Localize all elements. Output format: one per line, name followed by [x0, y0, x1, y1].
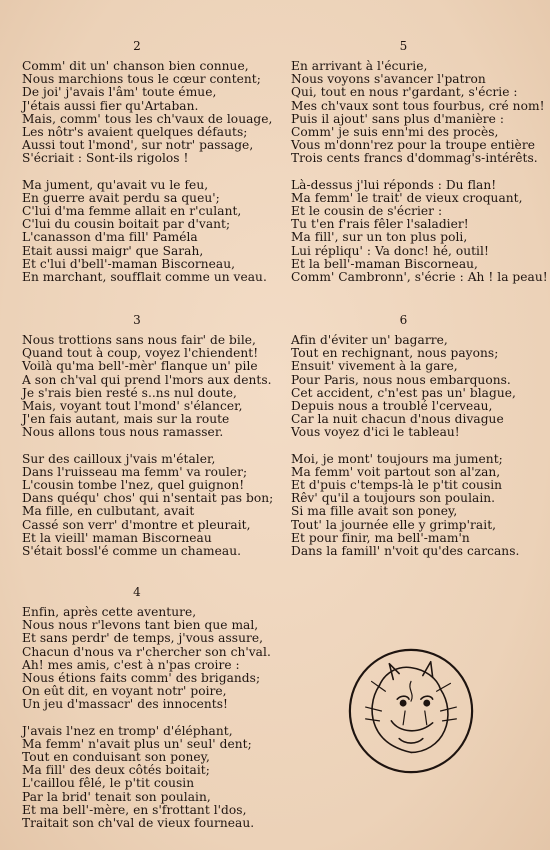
verse-line: Ma fill', sur un ton plus poli,	[291, 230, 468, 245]
verse-line: En marchant, soufflait comme un veau.	[22, 270, 267, 285]
verse-line: Afin d'éviter un' bagarre,	[291, 333, 448, 347]
verse-line: C'lui du cousin boitait par d'vant;	[22, 217, 231, 232]
verse-line: L'cousin tombe l'nez, quel guignon!	[22, 478, 245, 493]
verse-line: Un jeu d'massacr' des innocents!	[22, 697, 228, 712]
stanza	[291, 334, 541, 440]
verse-line: Trois cents francs d'dommag's-intérêts.	[291, 151, 538, 166]
verse-line: J'avais l'nez en tromp' d'éléphant,	[22, 723, 233, 738]
verse-line: Et pour finir, ma bell'-mam'n	[291, 530, 470, 545]
verse-line: Nous étions faits comm' des brigands;	[22, 671, 261, 686]
verse-line: Depuis nous a troublé l'cerveau,	[291, 399, 493, 414]
verse-line: On eût dit, en voyant notr' poire,	[22, 684, 227, 699]
verse-line: C'lui d'ma femme allait en r'culant,	[22, 204, 242, 219]
verse-line: Tu t'en f'rais fêler l'saladier!	[291, 217, 469, 232]
verse-line: De joi' j'avais l'âm' toute émue,	[22, 85, 217, 100]
verse-line: Moi, je mont' toujours ma jument;	[291, 451, 503, 466]
verse-line: Ma femm' le trait' de vieux croquant,	[291, 190, 523, 205]
verse-line: Nous nous r'levons tant bien que mal,	[22, 618, 259, 633]
verse-line: Dans l'ruisseau ma femm' va rouler;	[22, 464, 248, 479]
verse-line: Et la vieill' maman Biscorneau	[22, 530, 212, 545]
verse-line: Et ma bell'-mère, en s'frottant l'dos,	[22, 802, 247, 817]
verse-line: Comm' dit un' chanson bien connue,	[22, 59, 249, 73]
verse-line: Ma femm' n'avait plus un' seul' dent;	[22, 736, 252, 751]
verse-line: J'étais aussi fier qu'Artaban.	[22, 98, 199, 113]
verse-line: Mais, voyant tout l'mond' s'élancer,	[22, 399, 243, 414]
verse-line: Nous trottions sans nous fair' de bile,	[22, 333, 256, 347]
verse-line: Et sans perdr' de temps, j'vous assure,	[22, 631, 264, 646]
verse-line: Et d'puis c'temps-là le p'tit cousin	[291, 478, 503, 493]
verse-line: Tout en conduisant son poney,	[22, 750, 210, 765]
verse-line: L'caillou fêlé, le p'tit cousin	[22, 776, 195, 791]
verse-line: Car la nuit chacun d'nous divague	[291, 412, 504, 427]
verse-line: A son ch'val qui prend l'mors aux dents.	[22, 372, 272, 387]
verse-line: Cassé son verr' d'montre et pleurait,	[22, 517, 251, 532]
verse-line: Puis il ajout' sans plus d'manière :	[291, 111, 505, 126]
verse-number: 4	[133, 585, 141, 599]
verse-line: Vous m'donn'rez pour la troupe entière	[291, 138, 535, 153]
horse-head-vignette-icon	[342, 642, 480, 780]
verse-line: Nous voyons s'avancer l'patron	[291, 72, 486, 87]
verse-6	[291, 314, 541, 558]
verse-5	[291, 39, 548, 285]
verse-line: Chacun d'nous va r'chercher son ch'val.	[22, 644, 271, 659]
verse-line: Voilà qu'ma bell'-mèr' flanque un' pile	[22, 359, 258, 374]
verse-line: Et le cousin de s'écrier :	[291, 204, 443, 219]
verse-line: Enfin, après cette aventure,	[22, 605, 197, 619]
verse-2	[22, 40, 280, 284]
verse-line: Pour Paris, nous nous embarquons.	[291, 372, 511, 387]
verse-line: Etait aussi maigr' que Sarah,	[22, 243, 204, 258]
verse-line: L'canasson d'ma fill' Paméla	[22, 230, 198, 245]
verse-line: S'était bossl'é comme un chameau.	[22, 544, 242, 559]
verse-line: Ma fill' des deux côtés boitait;	[22, 763, 210, 778]
verse-line: Nous allons tous nous ramasser.	[22, 425, 224, 440]
verse-line: En guerre avait perdu sa queu';	[22, 190, 220, 205]
stanza	[22, 453, 280, 559]
verse-line: En arrivant à l'écurie,	[291, 59, 428, 73]
verse-line: Lui répliqu' : Va donc! hé, outil!	[291, 243, 489, 258]
verse-line: Ah! mes amis, c'est à n'pas croire :	[22, 657, 240, 672]
verse-line: Aussi tout l'mond', sur notr' passage,	[22, 138, 254, 153]
verse-line: Tout' la journée elle y grimp'rait,	[291, 517, 497, 532]
stanza	[291, 177, 548, 285]
verse-line: Mes ch'vaux sont tous fourbus, cré nom!	[291, 98, 545, 113]
verse-line: Je s'rais bien resté s..ns nul doute,	[22, 385, 237, 400]
verse-line: Nous marchions tous le cœur content;	[22, 72, 261, 87]
verse-line: Si ma fille avait son poney,	[291, 504, 458, 519]
verse-line: Dans quéqu' chos' qui n'sentait pas bon;	[22, 491, 274, 506]
verse-4	[22, 586, 280, 830]
stanza	[291, 59, 545, 166]
verse-number: 5	[399, 39, 408, 53]
verse-line: Traitait son ch'val de vieux fourneau.	[22, 816, 255, 831]
verse-number: 3	[133, 313, 141, 327]
verse-line: Cet accident, c'n'est pas un' blague,	[291, 385, 516, 400]
verse-line: J'en fais autant, mais sur la route	[22, 412, 230, 427]
verse-line: Comm' je suis enn'mi des procès,	[291, 125, 499, 140]
stanza	[22, 334, 280, 440]
verse-line: Ma fille, en culbutant, avait	[22, 504, 195, 519]
verse-line: Et c'lui d'bell'-maman Biscorneau,	[22, 256, 236, 271]
verse-line: Ma jument, qu'avait vu le feu,	[22, 177, 209, 192]
verse-line: Dans la famill' n'voit qu'des carcans.	[291, 544, 520, 559]
stanza	[22, 179, 280, 285]
verse-line: Quand tout à coup, voyez l'chiendent!	[22, 346, 259, 361]
verse-line: Les nôtr's avaient quelques défauts;	[22, 125, 248, 140]
verse-line: S'écriait : Sont-ils rigolos !	[22, 151, 189, 166]
verse-line: Sur des cailloux j'vais m'étaler,	[22, 451, 216, 466]
stanza	[22, 606, 280, 712]
verse-line: Rêv' qu'il a toujours son poulain.	[291, 491, 496, 506]
verse-line: Ma femm' voit partout son al'zan,	[291, 464, 501, 479]
verse-line: Et la bell'-maman Biscorneau,	[291, 256, 478, 271]
verse-line: Qui, tout en nous r'gardant, s'écrie :	[291, 85, 518, 100]
verse-line: Mais, comm' tous les ch'vaux de louage,	[22, 111, 273, 126]
verse-line: Ensuit' vivement à la gare,	[291, 359, 458, 374]
verse-3	[22, 314, 280, 558]
verse-line: Là-dessus j'lui réponds : Du flan!	[291, 177, 497, 192]
stanza	[22, 725, 280, 831]
verse-line: Vous voyez d'ici le tableau!	[291, 425, 460, 440]
stanza	[22, 60, 280, 166]
stanza	[291, 453, 541, 559]
verse-line: Tout en rechignant, nous payons;	[291, 346, 499, 361]
verse-line: Comm' Cambronn', s'écrie : Ah ! la peau!	[291, 270, 548, 285]
verse-number: 6	[399, 313, 408, 327]
verse-number: 2	[133, 39, 141, 53]
verse-line: Par la brid' tenait son poulain,	[22, 789, 211, 804]
